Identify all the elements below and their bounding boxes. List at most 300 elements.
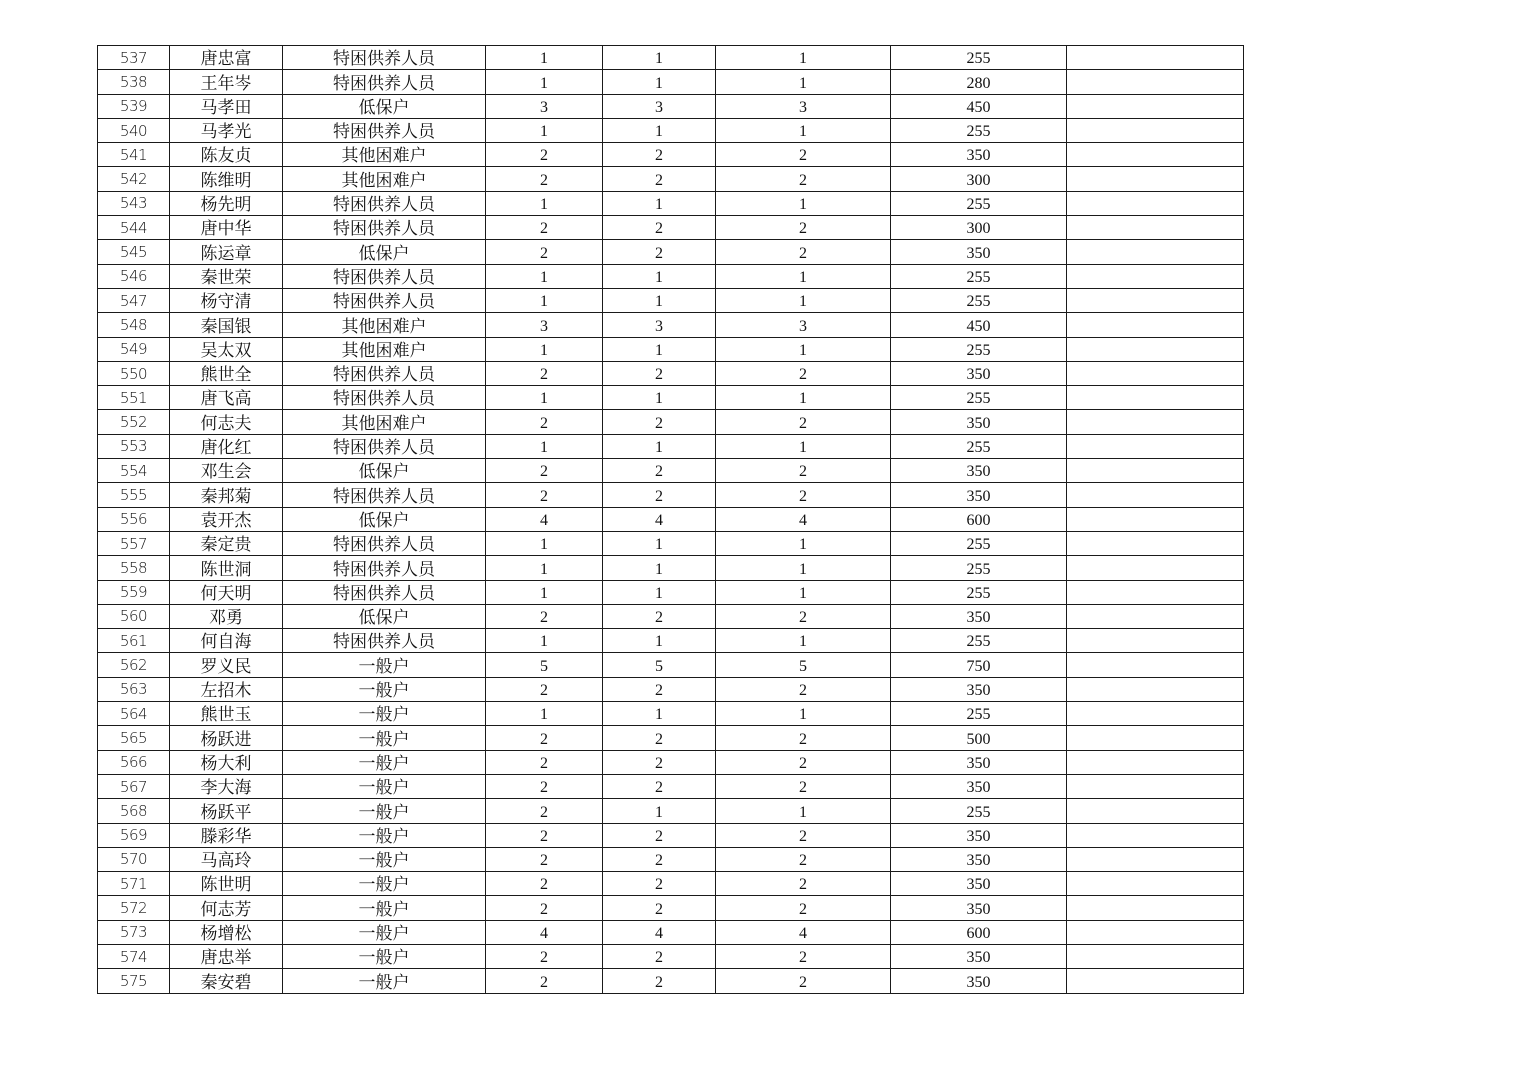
cell-serial-number: 553 bbox=[98, 434, 170, 458]
cell-household-type: 特困供养人员 bbox=[283, 531, 486, 555]
cell-count-b: 1 bbox=[603, 191, 716, 215]
cell-amount: 350 bbox=[891, 896, 1067, 920]
table-row bbox=[98, 944, 1244, 968]
cell-amount: 255 bbox=[891, 118, 1067, 142]
cell-count-b: 2 bbox=[603, 604, 716, 628]
cell-serial-number: 564 bbox=[98, 702, 170, 726]
cell-name: 杨跃平 bbox=[170, 799, 283, 823]
cell-count-b: 1 bbox=[603, 118, 716, 142]
cell-count-a: 2 bbox=[486, 216, 603, 240]
cell-count-a: 1 bbox=[486, 337, 603, 361]
cell-count-a: 4 bbox=[486, 920, 603, 944]
cell-count-b: 2 bbox=[603, 483, 716, 507]
cell-amount: 350 bbox=[891, 240, 1067, 264]
cell-serial-number: 552 bbox=[98, 410, 170, 434]
cell-count-c: 1 bbox=[716, 629, 891, 653]
cell-count-c: 1 bbox=[716, 799, 891, 823]
cell-name: 陈世明 bbox=[170, 872, 283, 896]
table-row bbox=[98, 653, 1244, 677]
cell-count-a: 2 bbox=[486, 361, 603, 385]
cell-count-c: 1 bbox=[716, 46, 891, 70]
cell-household-type: 低保户 bbox=[283, 94, 486, 118]
cell-amount: 300 bbox=[891, 167, 1067, 191]
cell-note bbox=[1067, 240, 1244, 264]
cell-count-c: 2 bbox=[716, 410, 891, 434]
cell-count-b: 2 bbox=[603, 774, 716, 798]
cell-amount: 500 bbox=[891, 726, 1067, 750]
cell-count-b: 1 bbox=[603, 264, 716, 288]
cell-count-a: 2 bbox=[486, 677, 603, 701]
cell-serial-number: 540 bbox=[98, 118, 170, 142]
cell-serial-number: 539 bbox=[98, 94, 170, 118]
cell-count-c: 1 bbox=[716, 580, 891, 604]
cell-household-type: 一般户 bbox=[283, 653, 486, 677]
cell-name: 何志夫 bbox=[170, 410, 283, 434]
cell-count-c: 1 bbox=[716, 288, 891, 312]
cell-household-type: 特困供养人员 bbox=[283, 118, 486, 142]
cell-name: 秦定贵 bbox=[170, 531, 283, 555]
cell-serial-number: 567 bbox=[98, 774, 170, 798]
cell-note bbox=[1067, 118, 1244, 142]
cell-name: 王年岑 bbox=[170, 70, 283, 94]
cell-count-a: 5 bbox=[486, 653, 603, 677]
cell-name: 熊世全 bbox=[170, 361, 283, 385]
cell-note bbox=[1067, 216, 1244, 240]
cell-name: 邓勇 bbox=[170, 604, 283, 628]
cell-household-type: 一般户 bbox=[283, 872, 486, 896]
cell-amount: 255 bbox=[891, 386, 1067, 410]
table-row bbox=[98, 823, 1244, 847]
cell-serial-number: 560 bbox=[98, 604, 170, 628]
cell-amount: 350 bbox=[891, 750, 1067, 774]
cell-count-a: 2 bbox=[486, 847, 603, 871]
cell-count-c: 2 bbox=[716, 750, 891, 774]
cell-count-c: 2 bbox=[716, 459, 891, 483]
table-row bbox=[98, 167, 1244, 191]
cell-household-type: 特困供养人员 bbox=[283, 483, 486, 507]
table-row bbox=[98, 604, 1244, 628]
cell-note bbox=[1067, 264, 1244, 288]
cell-count-b: 2 bbox=[603, 459, 716, 483]
cell-count-c: 1 bbox=[716, 434, 891, 458]
cell-amount: 255 bbox=[891, 556, 1067, 580]
cell-count-b: 2 bbox=[603, 823, 716, 847]
table-row bbox=[98, 337, 1244, 361]
table-row bbox=[98, 434, 1244, 458]
cell-count-c: 1 bbox=[716, 531, 891, 555]
cell-count-a: 1 bbox=[486, 288, 603, 312]
cell-note bbox=[1067, 386, 1244, 410]
cell-name: 杨守清 bbox=[170, 288, 283, 312]
table-row bbox=[98, 726, 1244, 750]
cell-count-b: 2 bbox=[603, 361, 716, 385]
cell-note bbox=[1067, 361, 1244, 385]
cell-count-b: 1 bbox=[603, 46, 716, 70]
cell-amount: 255 bbox=[891, 46, 1067, 70]
cell-name: 马孝光 bbox=[170, 118, 283, 142]
cell-household-type: 特困供养人员 bbox=[283, 361, 486, 385]
cell-name: 左招木 bbox=[170, 677, 283, 701]
cell-count-c: 2 bbox=[716, 604, 891, 628]
cell-amount: 280 bbox=[891, 70, 1067, 94]
cell-count-b: 1 bbox=[603, 386, 716, 410]
cell-amount: 255 bbox=[891, 629, 1067, 653]
cell-note bbox=[1067, 677, 1244, 701]
cell-serial-number: 571 bbox=[98, 872, 170, 896]
cell-count-b: 2 bbox=[603, 944, 716, 968]
cell-count-b: 2 bbox=[603, 167, 716, 191]
cell-count-a: 1 bbox=[486, 46, 603, 70]
cell-household-type: 其他困难户 bbox=[283, 313, 486, 337]
cell-count-a: 2 bbox=[486, 799, 603, 823]
cell-note bbox=[1067, 313, 1244, 337]
cell-serial-number: 551 bbox=[98, 386, 170, 410]
cell-serial-number: 548 bbox=[98, 313, 170, 337]
cell-count-b: 3 bbox=[603, 94, 716, 118]
cell-amount: 350 bbox=[891, 677, 1067, 701]
cell-household-type: 低保户 bbox=[283, 459, 486, 483]
cell-name: 熊世玉 bbox=[170, 702, 283, 726]
cell-count-b: 1 bbox=[603, 629, 716, 653]
cell-note bbox=[1067, 337, 1244, 361]
cell-count-b: 2 bbox=[603, 410, 716, 434]
cell-count-b: 2 bbox=[603, 847, 716, 871]
cell-count-a: 3 bbox=[486, 313, 603, 337]
cell-note bbox=[1067, 434, 1244, 458]
cell-amount: 255 bbox=[891, 580, 1067, 604]
table-row bbox=[98, 847, 1244, 871]
cell-amount: 350 bbox=[891, 143, 1067, 167]
table-row bbox=[98, 70, 1244, 94]
cell-household-type: 其他困难户 bbox=[283, 143, 486, 167]
cell-name: 杨跃进 bbox=[170, 726, 283, 750]
cell-count-a: 1 bbox=[486, 434, 603, 458]
cell-count-b: 2 bbox=[603, 677, 716, 701]
cell-note bbox=[1067, 143, 1244, 167]
cell-count-c: 1 bbox=[716, 556, 891, 580]
cell-name: 陈维明 bbox=[170, 167, 283, 191]
cell-count-c: 1 bbox=[716, 386, 891, 410]
cell-household-type: 特困供养人员 bbox=[283, 629, 486, 653]
cell-count-c: 2 bbox=[716, 944, 891, 968]
cell-serial-number: 557 bbox=[98, 531, 170, 555]
cell-count-b: 1 bbox=[603, 337, 716, 361]
cell-serial-number: 549 bbox=[98, 337, 170, 361]
table-row bbox=[98, 240, 1244, 264]
table-row bbox=[98, 46, 1244, 70]
cell-serial-number: 538 bbox=[98, 70, 170, 94]
cell-count-b: 2 bbox=[603, 216, 716, 240]
cell-household-type: 一般户 bbox=[283, 896, 486, 920]
cell-note bbox=[1067, 823, 1244, 847]
cell-amount: 300 bbox=[891, 216, 1067, 240]
cell-amount: 350 bbox=[891, 944, 1067, 968]
cell-name: 唐飞高 bbox=[170, 386, 283, 410]
table-row bbox=[98, 410, 1244, 434]
cell-count-a: 1 bbox=[486, 264, 603, 288]
table-row bbox=[98, 920, 1244, 944]
cell-serial-number: 537 bbox=[98, 46, 170, 70]
cell-household-type: 特困供养人员 bbox=[283, 288, 486, 312]
cell-household-type: 一般户 bbox=[283, 726, 486, 750]
cell-household-type: 一般户 bbox=[283, 944, 486, 968]
table-row bbox=[98, 774, 1244, 798]
cell-count-c: 2 bbox=[716, 361, 891, 385]
cell-name: 杨增松 bbox=[170, 920, 283, 944]
cell-count-b: 1 bbox=[603, 288, 716, 312]
cell-household-type: 特困供养人员 bbox=[283, 264, 486, 288]
cell-count-b: 1 bbox=[603, 799, 716, 823]
cell-serial-number: 569 bbox=[98, 823, 170, 847]
cell-count-a: 1 bbox=[486, 629, 603, 653]
table-row bbox=[98, 580, 1244, 604]
cell-count-a: 2 bbox=[486, 410, 603, 434]
cell-household-type: 特困供养人员 bbox=[283, 556, 486, 580]
cell-household-type: 一般户 bbox=[283, 774, 486, 798]
cell-amount: 255 bbox=[891, 191, 1067, 215]
cell-name: 何自海 bbox=[170, 629, 283, 653]
cell-count-a: 1 bbox=[486, 580, 603, 604]
cell-count-b: 1 bbox=[603, 531, 716, 555]
cell-serial-number: 568 bbox=[98, 799, 170, 823]
table-row bbox=[98, 507, 1244, 531]
cell-note bbox=[1067, 774, 1244, 798]
cell-count-a: 1 bbox=[486, 386, 603, 410]
cell-serial-number: 541 bbox=[98, 143, 170, 167]
cell-count-c: 2 bbox=[716, 216, 891, 240]
cell-serial-number: 555 bbox=[98, 483, 170, 507]
cell-household-type: 其他困难户 bbox=[283, 167, 486, 191]
table-row bbox=[98, 677, 1244, 701]
cell-count-b: 4 bbox=[603, 507, 716, 531]
cell-count-c: 1 bbox=[716, 118, 891, 142]
cell-count-c: 2 bbox=[716, 240, 891, 264]
cell-name: 陈世洞 bbox=[170, 556, 283, 580]
cell-household-type: 一般户 bbox=[283, 750, 486, 774]
cell-household-type: 其他困难户 bbox=[283, 337, 486, 361]
cell-count-a: 2 bbox=[486, 726, 603, 750]
cell-count-c: 1 bbox=[716, 702, 891, 726]
cell-serial-number: 563 bbox=[98, 677, 170, 701]
cell-amount: 350 bbox=[891, 410, 1067, 434]
cell-amount: 450 bbox=[891, 313, 1067, 337]
cell-count-a: 3 bbox=[486, 94, 603, 118]
cell-serial-number: 545 bbox=[98, 240, 170, 264]
cell-note bbox=[1067, 556, 1244, 580]
cell-serial-number: 544 bbox=[98, 216, 170, 240]
cell-count-a: 2 bbox=[486, 459, 603, 483]
cell-count-a: 2 bbox=[486, 483, 603, 507]
cell-note bbox=[1067, 872, 1244, 896]
cell-count-c: 2 bbox=[716, 143, 891, 167]
cell-count-a: 2 bbox=[486, 240, 603, 264]
cell-note bbox=[1067, 969, 1244, 993]
table-row bbox=[98, 750, 1244, 774]
table-row bbox=[98, 118, 1244, 142]
table-row bbox=[98, 386, 1244, 410]
cell-count-a: 2 bbox=[486, 823, 603, 847]
cell-serial-number: 574 bbox=[98, 944, 170, 968]
cell-name: 唐忠富 bbox=[170, 46, 283, 70]
cell-household-type: 特困供养人员 bbox=[283, 580, 486, 604]
household-subsidy-table bbox=[97, 45, 1244, 994]
cell-household-type: 其他困难户 bbox=[283, 410, 486, 434]
cell-count-b: 2 bbox=[603, 143, 716, 167]
cell-note bbox=[1067, 653, 1244, 677]
cell-note bbox=[1067, 46, 1244, 70]
cell-household-type: 特困供养人员 bbox=[283, 191, 486, 215]
cell-count-a: 1 bbox=[486, 191, 603, 215]
cell-serial-number: 570 bbox=[98, 847, 170, 871]
cell-amount: 255 bbox=[891, 288, 1067, 312]
cell-note bbox=[1067, 531, 1244, 555]
cell-count-c: 4 bbox=[716, 507, 891, 531]
cell-name: 何志芳 bbox=[170, 896, 283, 920]
cell-note bbox=[1067, 920, 1244, 944]
table-row bbox=[98, 702, 1244, 726]
cell-count-b: 2 bbox=[603, 240, 716, 264]
table-row bbox=[98, 94, 1244, 118]
cell-household-type: 特困供养人员 bbox=[283, 70, 486, 94]
cell-count-a: 1 bbox=[486, 556, 603, 580]
cell-note bbox=[1067, 288, 1244, 312]
cell-count-c: 2 bbox=[716, 847, 891, 871]
cell-amount: 350 bbox=[891, 774, 1067, 798]
cell-amount: 450 bbox=[891, 94, 1067, 118]
cell-note bbox=[1067, 459, 1244, 483]
cell-note bbox=[1067, 410, 1244, 434]
cell-note bbox=[1067, 483, 1244, 507]
table-row bbox=[98, 896, 1244, 920]
cell-count-a: 2 bbox=[486, 167, 603, 191]
cell-count-c: 1 bbox=[716, 337, 891, 361]
cell-count-b: 2 bbox=[603, 726, 716, 750]
cell-amount: 350 bbox=[891, 872, 1067, 896]
cell-household-type: 低保户 bbox=[283, 507, 486, 531]
cell-name: 陈运章 bbox=[170, 240, 283, 264]
cell-serial-number: 565 bbox=[98, 726, 170, 750]
cell-count-a: 2 bbox=[486, 872, 603, 896]
cell-amount: 350 bbox=[891, 361, 1067, 385]
cell-note bbox=[1067, 847, 1244, 871]
cell-serial-number: 556 bbox=[98, 507, 170, 531]
cell-serial-number: 554 bbox=[98, 459, 170, 483]
cell-note bbox=[1067, 629, 1244, 653]
cell-count-c: 4 bbox=[716, 920, 891, 944]
cell-household-type: 一般户 bbox=[283, 969, 486, 993]
cell-count-c: 2 bbox=[716, 774, 891, 798]
cell-name: 秦国银 bbox=[170, 313, 283, 337]
cell-name: 袁开杰 bbox=[170, 507, 283, 531]
cell-amount: 350 bbox=[891, 823, 1067, 847]
cell-amount: 350 bbox=[891, 483, 1067, 507]
cell-count-c: 1 bbox=[716, 264, 891, 288]
cell-count-a: 2 bbox=[486, 969, 603, 993]
cell-count-a: 2 bbox=[486, 896, 603, 920]
cell-count-c: 2 bbox=[716, 677, 891, 701]
cell-count-a: 2 bbox=[486, 774, 603, 798]
cell-count-a: 1 bbox=[486, 531, 603, 555]
table-row bbox=[98, 799, 1244, 823]
cell-count-b: 1 bbox=[603, 434, 716, 458]
table-row bbox=[98, 288, 1244, 312]
table-row bbox=[98, 629, 1244, 653]
table-row bbox=[98, 459, 1244, 483]
cell-serial-number: 543 bbox=[98, 191, 170, 215]
cell-count-b: 2 bbox=[603, 969, 716, 993]
cell-household-type: 一般户 bbox=[283, 799, 486, 823]
cell-serial-number: 550 bbox=[98, 361, 170, 385]
cell-note bbox=[1067, 799, 1244, 823]
cell-amount: 350 bbox=[891, 459, 1067, 483]
cell-name: 唐中华 bbox=[170, 216, 283, 240]
cell-amount: 255 bbox=[891, 434, 1067, 458]
cell-count-c: 2 bbox=[716, 969, 891, 993]
table-row bbox=[98, 531, 1244, 555]
cell-count-c: 1 bbox=[716, 191, 891, 215]
cell-name: 滕彩华 bbox=[170, 823, 283, 847]
cell-note bbox=[1067, 944, 1244, 968]
cell-name: 马高玲 bbox=[170, 847, 283, 871]
cell-household-type: 特困供养人员 bbox=[283, 434, 486, 458]
cell-count-b: 1 bbox=[603, 580, 716, 604]
cell-name: 何天明 bbox=[170, 580, 283, 604]
cell-count-b: 2 bbox=[603, 750, 716, 774]
cell-serial-number: 547 bbox=[98, 288, 170, 312]
cell-count-a: 2 bbox=[486, 143, 603, 167]
cell-note bbox=[1067, 70, 1244, 94]
cell-count-c: 1 bbox=[716, 70, 891, 94]
table-row bbox=[98, 191, 1244, 215]
cell-name: 吴太双 bbox=[170, 337, 283, 361]
table-row bbox=[98, 556, 1244, 580]
cell-count-a: 2 bbox=[486, 750, 603, 774]
cell-count-b: 1 bbox=[603, 702, 716, 726]
cell-name: 唐化红 bbox=[170, 434, 283, 458]
cell-count-b: 1 bbox=[603, 70, 716, 94]
cell-note bbox=[1067, 580, 1244, 604]
cell-count-a: 1 bbox=[486, 70, 603, 94]
cell-count-b: 4 bbox=[603, 920, 716, 944]
cell-count-b: 3 bbox=[603, 313, 716, 337]
cell-count-a: 2 bbox=[486, 944, 603, 968]
table-row bbox=[98, 361, 1244, 385]
cell-count-b: 1 bbox=[603, 556, 716, 580]
cell-name: 陈友贞 bbox=[170, 143, 283, 167]
cell-amount: 255 bbox=[891, 531, 1067, 555]
table-row bbox=[98, 872, 1244, 896]
cell-count-c: 3 bbox=[716, 313, 891, 337]
table-body bbox=[98, 46, 1244, 994]
cell-count-c: 3 bbox=[716, 94, 891, 118]
cell-count-c: 2 bbox=[716, 896, 891, 920]
cell-amount: 750 bbox=[891, 653, 1067, 677]
cell-count-a: 1 bbox=[486, 118, 603, 142]
cell-note bbox=[1067, 750, 1244, 774]
cell-note bbox=[1067, 167, 1244, 191]
cell-amount: 350 bbox=[891, 604, 1067, 628]
cell-amount: 350 bbox=[891, 847, 1067, 871]
cell-amount: 600 bbox=[891, 507, 1067, 531]
cell-name: 马孝田 bbox=[170, 94, 283, 118]
cell-amount: 255 bbox=[891, 264, 1067, 288]
cell-household-type: 特困供养人员 bbox=[283, 46, 486, 70]
cell-note bbox=[1067, 191, 1244, 215]
cell-note bbox=[1067, 604, 1244, 628]
table-row bbox=[98, 313, 1244, 337]
cell-name: 罗义民 bbox=[170, 653, 283, 677]
cell-serial-number: 566 bbox=[98, 750, 170, 774]
